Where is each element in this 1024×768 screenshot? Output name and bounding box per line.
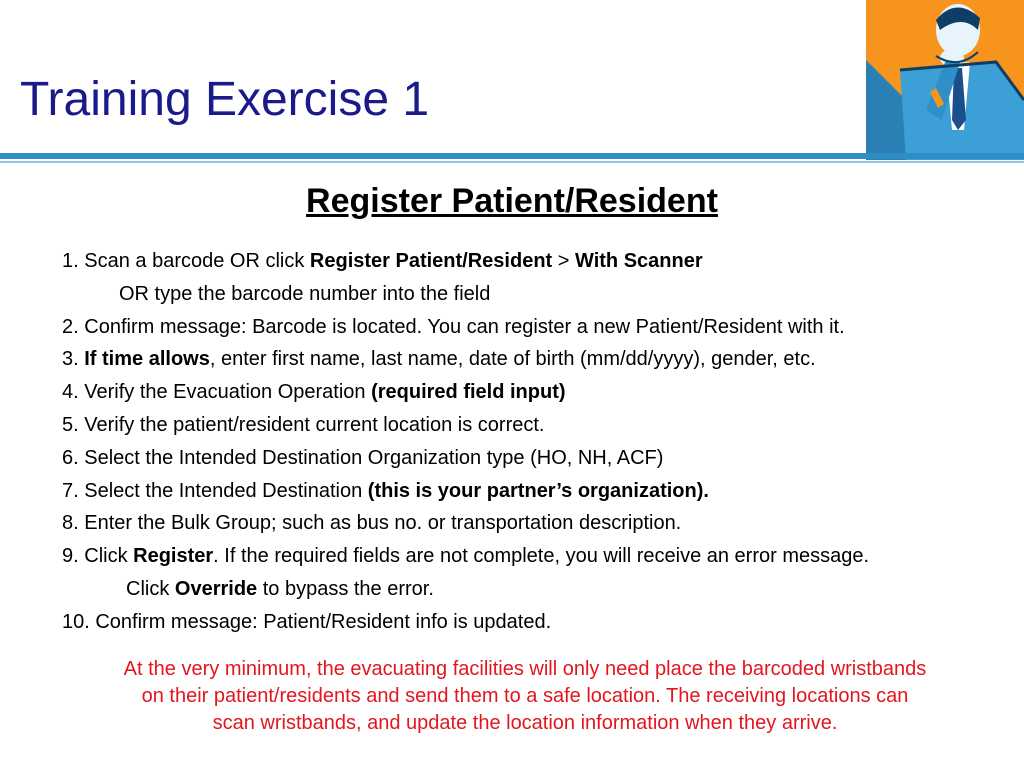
step-10: 10. Confirm message: Patient/Resident info is updated. [62, 610, 552, 633]
step-8: 8. Enter the Bulk Group; such as bus no. or transportation description. [62, 512, 682, 535]
step-1: 1. Scan a barcode OR click Register Patient/Resident > With Scanner [62, 250, 703, 272]
step-3: 3. If time allows, enter first name, last name, date of birth (mm/dd/yyyy), gender, etc. [62, 348, 816, 371]
step-2: 2. Confirm message: Barcode is located. You can register a new Patient/Resident with it. [62, 315, 845, 338]
title-divider [0, 153, 1024, 159]
step-9-override: Click Override to bypass the error. [126, 577, 434, 600]
step-list [62, 245, 1012, 639]
step-9: 9. Click Register. If the required fields are not complete, you will receive an error message. [62, 545, 870, 568]
slide-title: Training Exercise 1 [20, 73, 430, 126]
title-divider-thin [0, 161, 1024, 163]
step-7: 7. Select the Intended Destination (this is your partner’s organization). [62, 479, 709, 502]
step-6: 6. Select the Intended Destination Organization type (HO, NH, ACF) [62, 446, 664, 469]
minimum-requirements-note [50, 656, 1000, 737]
step-4: 4. Verify the Evacuation Operation (required field input) [62, 381, 566, 404]
thinking-man-illustration [866, 0, 1024, 160]
step-1-alt: OR type the barcode number into the field [119, 282, 491, 305]
slide-subtitle: Register Patient/Resident [306, 182, 718, 220]
note-line-3: scan wristbands, and update the location information when they arrive. [212, 712, 838, 734]
note-line-2: on their patient/residents and send them to a safe location. The receiving locations can [141, 685, 909, 707]
note-line-1: At the very minimum, the evacuating facilities will only need place the barcoded wristbands [123, 658, 927, 680]
step-5: 5. Verify the patient/resident current location is correct. [62, 413, 545, 436]
